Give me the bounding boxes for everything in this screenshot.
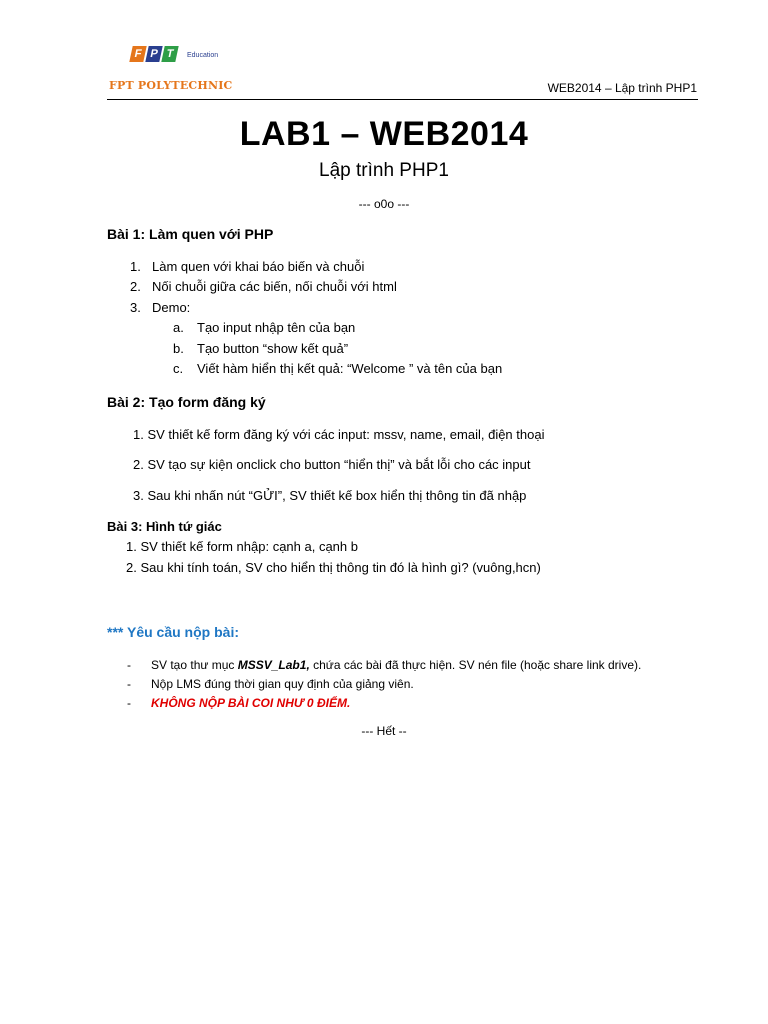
bai1-item-1-number: 1. bbox=[130, 259, 141, 274]
fpt-logo-mark bbox=[131, 46, 177, 62]
bai1-sub-b: Tạo button “show kết quả” bbox=[197, 341, 349, 356]
bai3-heading: Bài 3: Hình tứ giác bbox=[107, 519, 222, 534]
requirement-1-post: chứa các bài đã thực hiện. SV nén file (hoặc share link drive). bbox=[309, 658, 642, 672]
bai3-item-1: 1. SV thiết kế form nhập: cạnh a, cạnh b bbox=[126, 539, 358, 554]
bai1-sub-a-letter: a. bbox=[173, 320, 184, 335]
bai1-sub-b-letter: b. bbox=[173, 341, 184, 356]
bai1-item-1: Làm quen với khai báo biến và chuỗi bbox=[152, 259, 365, 274]
requirement-1-folder-name: MSSV_Lab1, bbox=[237, 658, 310, 672]
logo-education-label: Education bbox=[187, 52, 219, 59]
fpt-polytechnic-logo bbox=[109, 46, 239, 96]
bai3-item-2: 2. Sau khi tính toán, SV cho hiển thị thông tin đó là hình gì? (vuông,hcn) bbox=[126, 560, 541, 575]
requirement-2: Nộp LMS đúng thời gian quy định của giảng viên. bbox=[151, 677, 414, 691]
bai1-sub-c: Viết hàm hiển thị kết quả: “Welcome ” và tên của bạn bbox=[197, 361, 503, 376]
requirement-3-bullet: - bbox=[127, 696, 131, 710]
bai1-item-3: Demo: bbox=[152, 300, 191, 315]
requirements-heading: *** Yêu cầu nộp bài: bbox=[107, 624, 239, 640]
bai1-sub-a: Tạo input nhập tên của bạn bbox=[197, 320, 356, 335]
logo-letter-f: F bbox=[129, 46, 146, 62]
end-marker: --- Hết -- bbox=[361, 724, 407, 738]
bai1-item-2: Nối chuỗi giữa các biến, nối chuỗi với html bbox=[152, 279, 397, 294]
title-separator: --- o0o --- bbox=[358, 197, 410, 211]
page-title: LAB1 – WEB2014 bbox=[239, 115, 529, 153]
bai1-item-3-number: 3. bbox=[130, 300, 141, 315]
header-course-title: WEB2014 – Lập trình PHP1 bbox=[547, 81, 697, 95]
bai1-sub-c-letter: c. bbox=[173, 361, 184, 376]
bai2-item-3: 3. Sau khi nhấn nút “GỬI”, SV thiết kế box hiển thị thông tin đã nhập bbox=[133, 488, 527, 503]
logo-letter-t: T bbox=[161, 46, 178, 62]
requirement-1 bbox=[151, 658, 641, 672]
requirement-2-bullet: - bbox=[127, 677, 131, 691]
requirement-1-bullet: - bbox=[127, 658, 131, 672]
bai1-item-2-number: 2. bbox=[130, 279, 141, 294]
requirement-1-pre: SV tạo thư mục bbox=[151, 658, 238, 672]
bai2-item-2: 2. SV tạo sự kiện onclick cho button “hiển thị” và bắt lỗi cho các input bbox=[133, 457, 531, 472]
page-subtitle: Lập trình PHP1 bbox=[319, 160, 449, 181]
logo-polytechnic-name: FPT POLYTECHNIC bbox=[109, 79, 233, 92]
requirement-3-warning: KHÔNG NỘP BÀI COI NHƯ 0 ĐIỂM. bbox=[151, 696, 351, 710]
logo-letter-p: P bbox=[145, 46, 162, 62]
bai2-item-1: 1. SV thiết kế form đăng ký với các input: mssv, name, email, điện thoại bbox=[133, 427, 545, 442]
header-divider bbox=[107, 99, 698, 100]
bai1-heading: Bài 1: Làm quen với PHP bbox=[107, 226, 274, 242]
bai2-heading: Bài 2: Tạo form đăng ký bbox=[107, 394, 266, 410]
